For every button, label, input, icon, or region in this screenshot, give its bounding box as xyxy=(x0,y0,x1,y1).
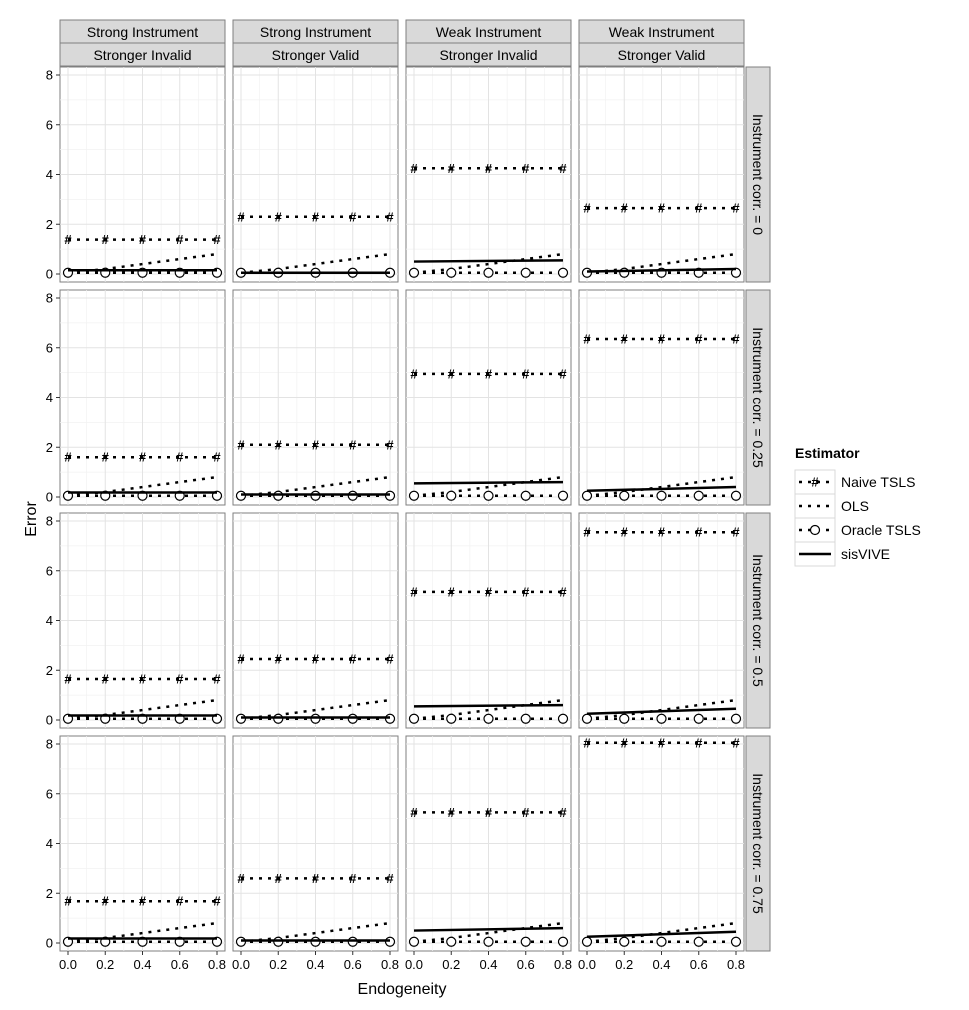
naive-tsls-point: # xyxy=(620,735,628,751)
naive-tsls-point: # xyxy=(64,893,72,909)
naive-tsls-point: # xyxy=(237,651,245,667)
naive-tsls-point: # xyxy=(732,200,740,216)
naive-tsls-point: # xyxy=(484,366,493,382)
row-strip-label: Instrument corr. = 0.75 xyxy=(750,773,766,914)
column-strip-label-bottom: Stronger Valid xyxy=(271,47,360,63)
oracle-tsls-point xyxy=(694,937,703,946)
naive-tsls-point: # xyxy=(447,366,455,382)
panel-r3-c1 xyxy=(233,736,398,951)
legend-key-symbol: # xyxy=(811,474,819,490)
naive-tsls-point: # xyxy=(657,735,666,751)
y-tick-label: 6 xyxy=(45,786,53,802)
naive-tsls-point: # xyxy=(447,804,455,820)
oracle-tsls-point xyxy=(620,714,629,723)
legend-label: sisVIVE xyxy=(841,546,891,562)
row-strip-label: Instrument corr. = 0.25 xyxy=(750,327,766,468)
panel-r0-c2 xyxy=(406,67,571,282)
panel-r3-c0 xyxy=(60,736,225,951)
x-tick-label: 0.4 xyxy=(133,957,152,972)
legend-key-symbol xyxy=(811,526,820,535)
naive-tsls-point: # xyxy=(274,437,282,453)
x-tick-label: 0.4 xyxy=(306,957,325,972)
oracle-tsls-point xyxy=(732,714,741,723)
naive-tsls-point: # xyxy=(176,671,184,687)
column-strip-1 xyxy=(233,20,398,66)
naive-tsls-point: # xyxy=(410,584,418,600)
naive-tsls-point: # xyxy=(311,209,320,225)
naive-tsls-point: # xyxy=(138,232,147,248)
legend-entry-0 xyxy=(795,470,915,494)
panel-r2-c3 xyxy=(579,513,744,728)
naive-tsls-point: # xyxy=(522,366,530,382)
y-tick-label: 2 xyxy=(45,439,53,455)
naive-tsls-point: # xyxy=(101,449,109,465)
panel-r2-c2 xyxy=(406,513,571,728)
legend-label: Naive TSLS xyxy=(841,474,916,490)
naive-tsls-point: # xyxy=(657,524,666,540)
naive-tsls-point: # xyxy=(237,870,245,886)
naive-tsls-point: # xyxy=(349,437,357,453)
naive-tsls-point: # xyxy=(410,160,418,176)
panel-r3-c3 xyxy=(579,735,744,951)
naive-tsls-point: # xyxy=(176,232,184,248)
x-tick-label: 0.8 xyxy=(207,957,227,972)
column-strip-label-top: Strong Instrument xyxy=(259,24,372,40)
oracle-tsls-point xyxy=(583,937,592,946)
oracle-tsls-point xyxy=(484,491,493,500)
panel-r0-c1 xyxy=(233,67,398,282)
y-tick-label: 6 xyxy=(45,340,53,356)
naive-tsls-point: # xyxy=(732,735,740,751)
column-strip-label-top: Weak Instrument xyxy=(608,24,715,40)
panel-r1-c1 xyxy=(233,290,398,505)
naive-tsls-point: # xyxy=(349,209,357,225)
x-tick-label: 0.4 xyxy=(479,957,498,972)
oracle-tsls-point xyxy=(732,491,741,500)
oracle-tsls-point xyxy=(583,491,592,500)
naive-tsls-point: # xyxy=(657,200,666,216)
naive-tsls-point: # xyxy=(349,651,357,667)
oracle-tsls-point xyxy=(484,937,493,946)
panel-r1-c0 xyxy=(60,290,225,505)
naive-tsls-point: # xyxy=(695,524,703,540)
oracle-tsls-point xyxy=(657,491,666,500)
naive-tsls-point: # xyxy=(64,671,72,687)
naive-tsls-point: # xyxy=(101,671,109,687)
sisvive-line xyxy=(414,482,563,483)
oracle-tsls-point xyxy=(447,937,456,946)
column-strip-3 xyxy=(579,20,744,66)
naive-tsls-point: # xyxy=(559,160,567,176)
naive-tsls-point: # xyxy=(213,232,221,248)
x-tick-label: 0.6 xyxy=(343,957,362,972)
x-tick-label: 0.8 xyxy=(380,957,400,972)
naive-tsls-point: # xyxy=(732,331,740,347)
x-tick-label: 0.2 xyxy=(442,957,461,972)
legend-label: Oracle TSLS xyxy=(841,522,921,538)
oracle-tsls-point xyxy=(410,937,419,946)
naive-tsls-point: # xyxy=(176,893,184,909)
oracle-tsls-point xyxy=(620,937,629,946)
naive-tsls-point: # xyxy=(695,331,703,347)
x-tick-label: 0.2 xyxy=(615,957,634,972)
column-strip-label-bottom: Stronger Invalid xyxy=(93,47,192,63)
naive-tsls-point: # xyxy=(386,870,394,886)
y-tick-label: 2 xyxy=(45,885,53,901)
y-tick-label: 0 xyxy=(45,489,53,505)
column-strip-label-top: Strong Instrument xyxy=(86,24,199,40)
row-strip-1 xyxy=(746,290,770,505)
column-strip-2 xyxy=(406,20,571,66)
oracle-tsls-point xyxy=(410,268,419,277)
naive-tsls-point: # xyxy=(559,584,567,600)
naive-tsls-point: # xyxy=(138,449,147,465)
x-tick-label: 0.0 xyxy=(231,957,251,972)
row-strip-label: Instrument corr. = 0 xyxy=(750,114,766,235)
oracle-tsls-point xyxy=(410,714,419,723)
oracle-tsls-point xyxy=(484,714,493,723)
naive-tsls-point: # xyxy=(64,449,72,465)
panel-grid xyxy=(60,67,744,951)
naive-tsls-point: # xyxy=(176,449,184,465)
naive-tsls-point: # xyxy=(657,331,666,347)
naive-tsls-point: # xyxy=(237,437,245,453)
oracle-tsls-point xyxy=(657,714,666,723)
naive-tsls-point: # xyxy=(695,200,703,216)
oracle-tsls-point xyxy=(732,937,741,946)
column-strip-label-top: Weak Instrument xyxy=(435,24,542,40)
naive-tsls-point: # xyxy=(522,160,530,176)
x-tick-label: 0.2 xyxy=(96,957,115,972)
y-tick-label: 6 xyxy=(45,117,53,133)
naive-tsls-point: # xyxy=(732,524,740,540)
x-tick-label: 0.0 xyxy=(577,957,597,972)
oracle-tsls-point xyxy=(521,491,530,500)
naive-tsls-point: # xyxy=(274,651,282,667)
y-tick-label: 2 xyxy=(45,216,53,232)
legend-entry-2 xyxy=(795,518,921,542)
oracle-tsls-point xyxy=(447,714,456,723)
naive-tsls-point: # xyxy=(386,209,394,225)
x-tick-label: 0.8 xyxy=(726,957,746,972)
naive-tsls-point: # xyxy=(274,870,282,886)
naive-tsls-point: # xyxy=(695,735,703,751)
naive-tsls-point: # xyxy=(311,870,320,886)
naive-tsls-point: # xyxy=(274,209,282,225)
naive-tsls-point: # xyxy=(620,331,628,347)
panel-r0-c3 xyxy=(579,67,744,282)
naive-tsls-point: # xyxy=(101,232,109,248)
naive-tsls-point: # xyxy=(311,651,320,667)
naive-tsls-point: # xyxy=(484,160,493,176)
panel-r0-c0 xyxy=(60,67,225,282)
oracle-tsls-point xyxy=(559,714,568,723)
naive-tsls-point: # xyxy=(583,200,591,216)
y-tick-label: 8 xyxy=(45,513,53,529)
naive-tsls-point: # xyxy=(101,893,109,909)
oracle-tsls-point xyxy=(447,268,456,277)
oracle-tsls-point xyxy=(620,491,629,500)
naive-tsls-point: # xyxy=(620,524,628,540)
naive-tsls-point: # xyxy=(583,524,591,540)
x-tick-label: 0.0 xyxy=(404,957,424,972)
y-tick-label: 8 xyxy=(45,290,53,306)
naive-tsls-point: # xyxy=(311,437,320,453)
legend xyxy=(795,445,921,566)
oracle-tsls-point xyxy=(410,491,419,500)
y-tick-label: 6 xyxy=(45,563,53,579)
x-tick-label: 0.0 xyxy=(58,957,78,972)
oracle-tsls-point xyxy=(559,937,568,946)
y-tick-label: 4 xyxy=(45,390,53,405)
naive-tsls-point: # xyxy=(410,804,418,820)
x-tick-label: 0.4 xyxy=(652,957,671,972)
oracle-tsls-point xyxy=(694,491,703,500)
oracle-tsls-point xyxy=(694,714,703,723)
naive-tsls-point: # xyxy=(484,584,493,600)
row-strip-3 xyxy=(746,736,770,951)
naive-tsls-point: # xyxy=(386,651,394,667)
naive-tsls-point: # xyxy=(484,804,493,820)
x-tick-label: 0.6 xyxy=(689,957,708,972)
naive-tsls-point: # xyxy=(349,870,357,886)
naive-tsls-point: # xyxy=(559,366,567,382)
naive-tsls-point: # xyxy=(213,671,221,687)
column-strip-label-bottom: Stronger Valid xyxy=(617,47,706,63)
naive-tsls-point: # xyxy=(447,584,455,600)
column-strip-0 xyxy=(60,20,225,66)
x-axis-title: Endogeneity xyxy=(357,981,447,998)
y-tick-label: 2 xyxy=(45,662,53,678)
naive-tsls-point: # xyxy=(620,200,628,216)
oracle-tsls-point xyxy=(521,937,530,946)
y-tick-label: 4 xyxy=(45,167,53,182)
oracle-tsls-point xyxy=(559,268,568,277)
naive-tsls-point: # xyxy=(522,584,530,600)
sisvive-line xyxy=(414,260,563,261)
oracle-tsls-point xyxy=(583,268,592,277)
oracle-tsls-point xyxy=(521,268,530,277)
naive-tsls-point: # xyxy=(447,160,455,176)
naive-tsls-point: # xyxy=(213,449,221,465)
naive-tsls-point: # xyxy=(138,671,147,687)
naive-tsls-point: # xyxy=(522,804,530,820)
y-tick-label: 8 xyxy=(45,736,53,752)
naive-tsls-point: # xyxy=(237,209,245,225)
naive-tsls-point: # xyxy=(410,366,418,382)
y-axis-title: Error xyxy=(23,501,40,537)
naive-tsls-point: # xyxy=(138,893,147,909)
panel-r3-c2 xyxy=(406,736,571,951)
row-strip-0 xyxy=(746,67,770,282)
naive-tsls-point: # xyxy=(386,437,394,453)
naive-tsls-point: # xyxy=(583,331,591,347)
oracle-tsls-point xyxy=(484,268,493,277)
x-tick-label: 0.6 xyxy=(516,957,535,972)
y-tick-label: 0 xyxy=(45,712,53,728)
oracle-tsls-point xyxy=(583,714,592,723)
column-strip-label-bottom: Stronger Invalid xyxy=(439,47,538,63)
naive-tsls-point: # xyxy=(559,804,567,820)
y-tick-label: 0 xyxy=(45,266,53,282)
panel-r2-c0 xyxy=(60,513,225,728)
oracle-tsls-point xyxy=(447,491,456,500)
row-strip-label: Instrument corr. = 0.5 xyxy=(750,554,766,687)
panel-r1-c2 xyxy=(406,290,571,505)
legend-entry-1 xyxy=(795,494,869,518)
legend-title: Estimator xyxy=(795,445,860,461)
y-tick-label: 8 xyxy=(45,67,53,83)
oracle-tsls-point xyxy=(521,714,530,723)
y-tick-label: 0 xyxy=(45,935,53,951)
panel-r2-c1 xyxy=(233,513,398,728)
sisvive-line xyxy=(414,705,563,706)
legend-entry-3 xyxy=(795,542,890,566)
x-tick-label: 0.2 xyxy=(269,957,288,972)
y-tick-label: 4 xyxy=(45,836,53,851)
y-tick-label: 4 xyxy=(45,613,53,628)
naive-tsls-point: # xyxy=(583,735,591,751)
naive-tsls-point: # xyxy=(213,893,221,909)
x-tick-label: 0.6 xyxy=(170,957,189,972)
panel-r1-c3 xyxy=(579,290,744,505)
oracle-tsls-point xyxy=(559,491,568,500)
legend-label: OLS xyxy=(841,498,870,514)
oracle-tsls-point xyxy=(657,937,666,946)
row-strip-2 xyxy=(746,513,770,728)
x-tick-label: 0.8 xyxy=(553,957,573,972)
naive-tsls-point: # xyxy=(64,232,72,248)
